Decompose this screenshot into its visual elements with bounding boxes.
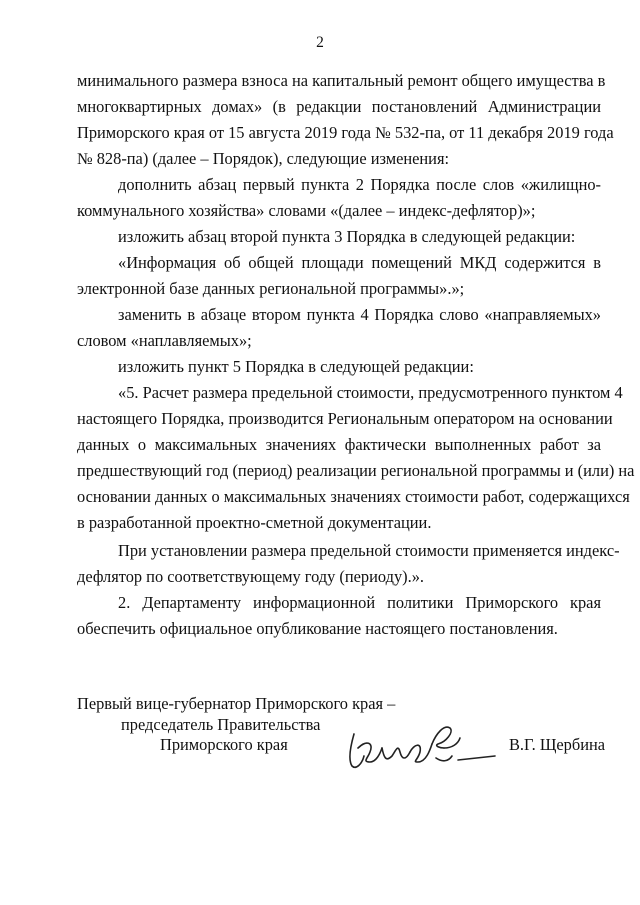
page-number: 2 xyxy=(316,34,324,51)
text-line: электронной базе данных региональной программы».»; xyxy=(77,279,465,298)
text-line: предшествующий год (период) реализации региональной программы и (или) на xyxy=(77,461,635,480)
text-line: данных о максимальных значениях фактически выполненных работ за xyxy=(77,435,601,454)
text-line: дополнить абзац первый пункта 2 Порядка после слов «жилищно- xyxy=(118,175,601,194)
text-line: заменить в абзаце втором пункта 4 Порядка слово «направляемых» xyxy=(118,305,601,324)
text-line: в разработанной проектно-сметной документации. xyxy=(77,513,432,532)
text-line: дефлятор по соответствующему году (периоду).». xyxy=(77,567,425,586)
signatory-title-line-2: председатель Правительства xyxy=(121,715,321,734)
handwritten-signature xyxy=(340,718,500,778)
signatory-title-line-1: Первый вице-губернатор Приморского края – xyxy=(77,694,396,713)
text-line: При установлении размера предельной стоимости применяется индекс- xyxy=(118,541,620,560)
signatory-title-line-3: Приморского края xyxy=(160,735,288,754)
text-line: словом «наплавляемых»; xyxy=(77,331,252,350)
text-line: «5. Расчет размера предельной стоимости, предусмотренного пунктом 4 xyxy=(118,383,623,402)
text-line: № 828-па) (далее – Порядок), следующие изменения: xyxy=(77,149,450,168)
text-line: основании данных о максимальных значениях стоимости работ, содержащихся xyxy=(77,487,630,506)
text-line: настоящего Порядка, производится Региональным оператором на основании xyxy=(77,409,613,428)
text-line: Приморского края от 15 августа 2019 года № 532-па, от 11 декабря 2019 года xyxy=(77,123,614,142)
text-line: минимального размера взноса на капитальный ремонт общего имущества в xyxy=(77,71,606,90)
text-line: «Информация об общей площади помещений МКД содержится в xyxy=(118,253,601,272)
text-line: обеспечить официальное опубликование настоящего постановления. xyxy=(77,619,558,638)
text-line: изложить пункт 5 Порядка в следующей редакции: xyxy=(118,357,474,376)
text-line: 2. Департаменту информационной политики Приморского края xyxy=(118,593,601,612)
text-line: изложить абзац второй пункта 3 Порядка в следующей редакции: xyxy=(118,227,576,246)
text-line: многоквартирных домах» (в редакции постановлений Администрации xyxy=(77,97,601,116)
signatory-name: В.Г. Щербина xyxy=(509,735,606,754)
text-line: коммунального хозяйства» словами «(далее – индекс-дефлятор)»; xyxy=(77,201,536,220)
